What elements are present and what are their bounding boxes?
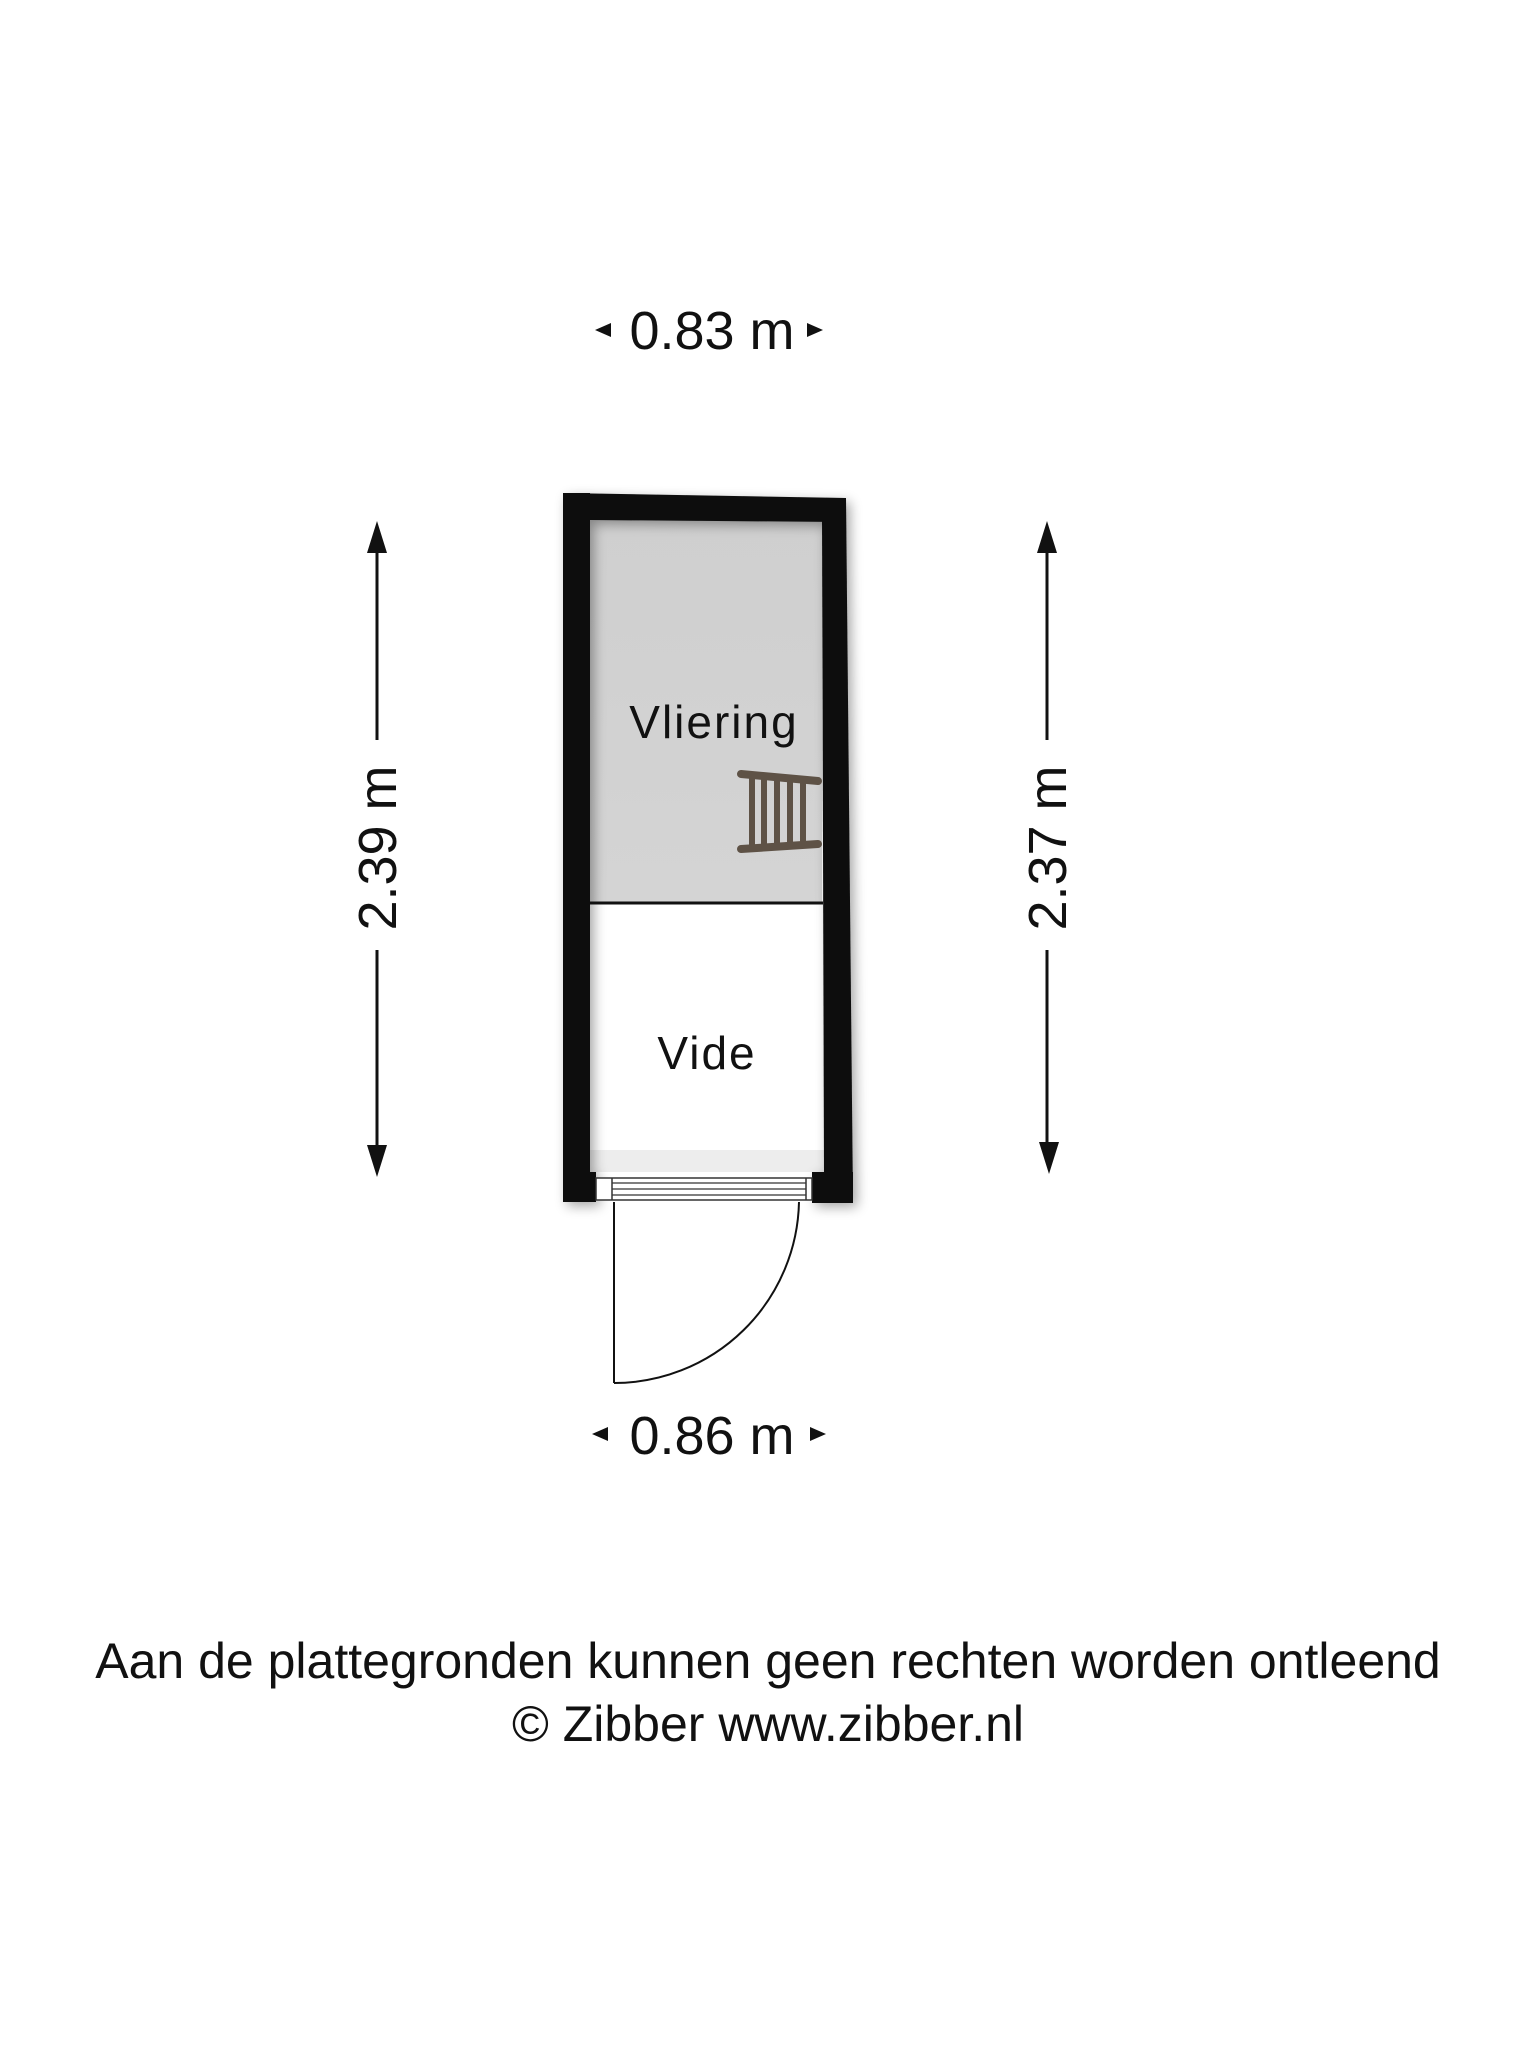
arrow-right-icon [810, 1427, 826, 1441]
dimension-left-label: 2.39 m [348, 765, 408, 931]
building [563, 493, 853, 1383]
dimension-right-label: 2.37 m [1018, 765, 1078, 931]
arrow-up-icon [1037, 521, 1057, 553]
wall-left [563, 493, 590, 1202]
dimension-top-label: 0.83 m [629, 301, 795, 361]
arrow-up-icon [367, 521, 387, 553]
disclaimer-text: Aan de plattegronden kunnen geen rechten worden ontleend [95, 1633, 1441, 1689]
dimension-bottom-label: 0.86 m [629, 1406, 795, 1466]
wall-bottom-left-stub [563, 1172, 596, 1202]
dimension-top [595, 301, 823, 361]
vide-wall-shadow [590, 1150, 826, 1172]
room-label-vliering: Vliering [629, 696, 799, 748]
door-threshold [596, 1178, 812, 1200]
wall-right [822, 498, 853, 1203]
arrow-right-icon [807, 323, 823, 337]
dimension-right [1018, 521, 1078, 1174]
dimension-bottom [592, 1406, 826, 1466]
arrow-left-icon [595, 323, 611, 337]
dimension-left [348, 521, 408, 1177]
arrow-down-icon [367, 1145, 387, 1177]
copyright-text: © Zibber www.zibber.nl [511, 1696, 1025, 1752]
arrow-left-icon [592, 1427, 608, 1441]
wall-bottom-right-stub [812, 1172, 853, 1203]
arrow-down-icon [1039, 1142, 1059, 1174]
door-swing-icon [614, 1202, 799, 1383]
wall-top [563, 493, 846, 522]
room-label-vide: Vide [657, 1027, 757, 1079]
